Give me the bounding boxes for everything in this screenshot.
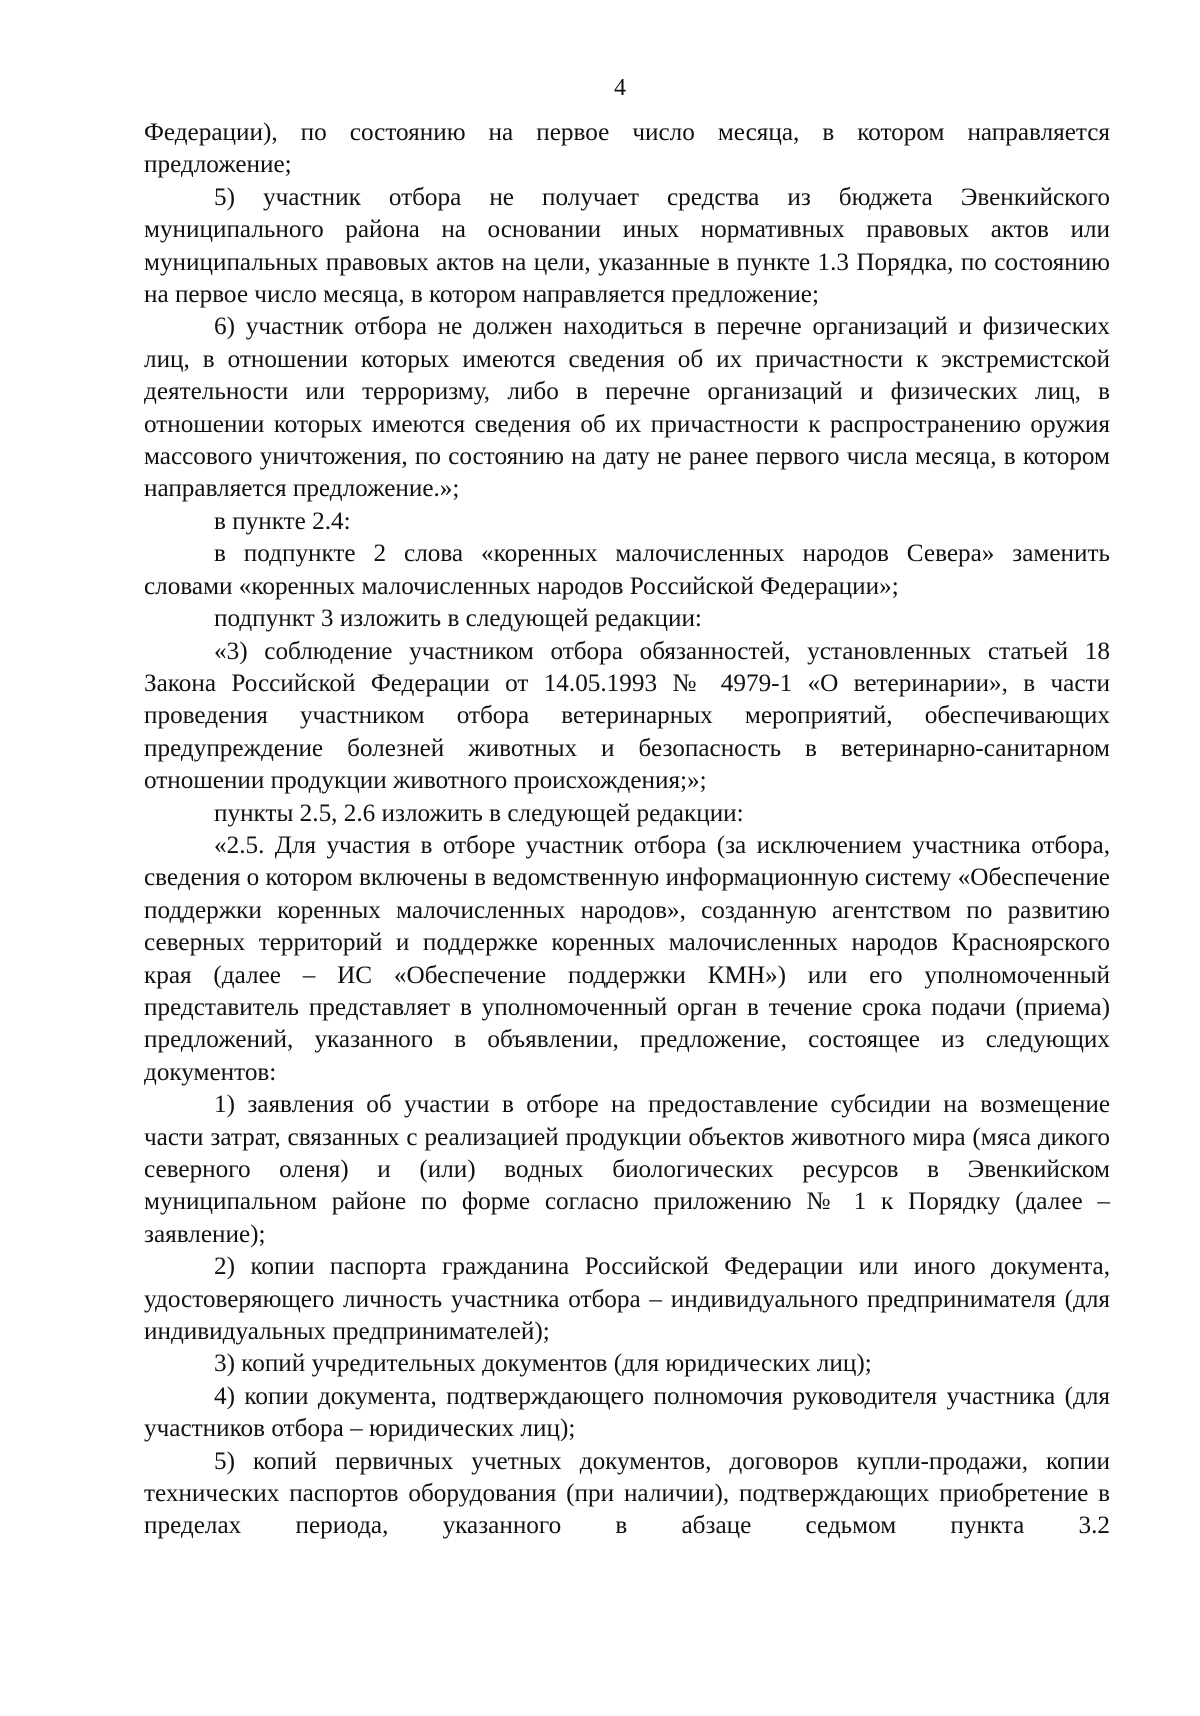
paragraph-doc-1-application: 1) заявления об участии в отборе на предоставление субсидии на возмещение части затрат, связанных с реализацией продукции объектов животного мира (мяса дикого северного оленя) и (или) водных биологических ресурсов в Эвенкийском муниципальном районе по форме согласно приложению № 1 к Порядку (далее – заявление); <box>144 1091 1110 1248</box>
paragraph-clauses-2-5-2-6-intro: пункты 2.5, 2.6 изложить в следующей редакции: <box>214 799 744 827</box>
paragraph-doc-4-authority: 4) копии документа, подтверждающего полномочия руководителя участника (для участников отбора – юридических лиц); <box>144 1382 1110 1443</box>
paragraph-subclause-2-words: в подпункте 2 слова «коренных малочисленных народов Севера» заменить словами «коренных малочисленных народов Российской Федерации»; <box>144 540 1110 600</box>
paragraph-subclause-3-intro: подпункт 3 изложить в следующей редакции: <box>214 605 702 633</box>
paragraph-doc-2-passport: 2) копии паспорта гражданина Российской Федерации или иного документа, удостоверяющего личность участника отбора – индивидуального предпринимателя (для индивидуальных предпринимателей); <box>144 1253 1110 1346</box>
paragraph-federation-continuation: Федерации), по состоянию на первое число месяца, в котором направляется предложение; <box>144 119 1110 179</box>
paragraph-subclause-3-text: «3) соблюдение участником отбора обязанностей, установленных статьей 18 Закона Российской Федерации от 14.05.1993 № 4979-1 «О ветеринарии», в части проведения участником отбора ветеринарных мероприятий, обеспечивающих предупреждение болезней животных и безопасность в ветеринарно-санитарном отношении продукции животного происхождения;»; <box>144 637 1110 795</box>
paragraph-clause-2-5-text: «2.5. Для участия в отборе участник отбора (за исключением участника отбора, сведения о котором включены в ведомственную информационную систему «Обеспечение поддержки коренных малочисленных народов», созданную агентством по развитию северных территорий и поддержке коренных малочисленных народов Красноярского края (далее – ИС «Обеспечение поддержки КМН») или его уполномоченный представитель представляет в уполномоченный орган в течение срока подачи (приема) предложений, указанного в объявлении, предложение, состоящее из следующих документов: <box>144 831 1110 1086</box>
paragraph-clause-2-4: в пункте 2.4: <box>214 507 351 535</box>
paragraph-doc-5-primary-docs: 5) копий первичных учетных документов, договоров купли-продажи, копии технических паспортов оборудования (при наличии), подтверждающих приобретение в пределах периода, указанного в абзаце седьмом пункта 3.2 <box>144 1447 1110 1540</box>
paragraph-doc-3-charter: 3) копий учредительных документов (для юридических лиц); <box>214 1350 872 1378</box>
document-body <box>144 117 1110 1543</box>
paragraph-item-6-lists: 6) участник отбора не должен находиться в перечне организаций и физических лиц, в отношении которых имеются сведения об их причастности к экстремистской деятельности или терроризму, либо в перечне организаций и физических лиц, в отношении которых имеются сведения об их причастности к распространению оружия массового уничтожения, по состоянию на дату не ранее первого числа месяца, в котором направляется предложение.»; <box>144 313 1110 503</box>
page-number: 4 <box>614 75 626 101</box>
paragraph-item-5-budget: 5) участник отбора не получает средства из бюджета Эвенкийского муниципального района на основании иных нормативных правовых актов или муниципальных правовых актов на цели, указанные в пункте 1.3 Порядка, по состоянию на первое число месяца, в котором направляется предложение; <box>144 183 1110 309</box>
